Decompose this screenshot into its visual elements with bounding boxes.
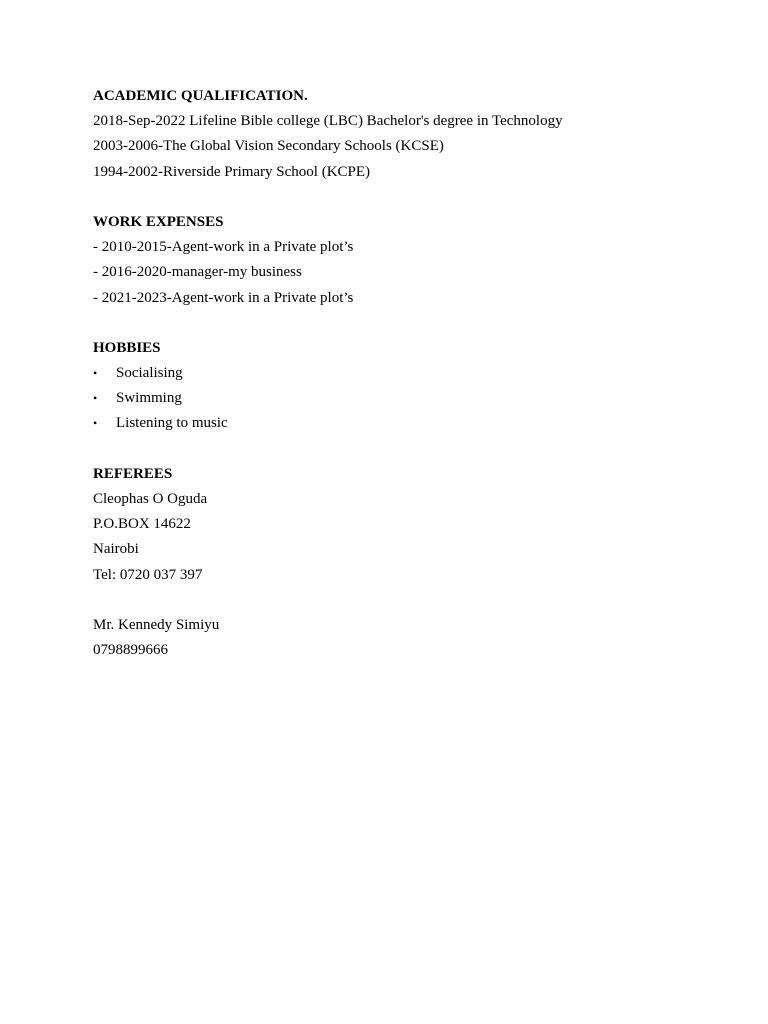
work-heading: WORK EXPENSES bbox=[93, 213, 224, 230]
referee2-phone: 0798899666 bbox=[93, 642, 168, 659]
referee2-name: Mr. Kennedy Simiyu bbox=[93, 616, 220, 633]
section-spacer bbox=[93, 439, 713, 464]
bullet-icon: • bbox=[93, 391, 98, 406]
hobby-label: Listening to music bbox=[116, 415, 228, 432]
work-item: - 2016-2020-manager-my business bbox=[93, 264, 302, 281]
hobby-list-item bbox=[93, 363, 713, 388]
academic-item: 2003-2006-The Global Vision Secondary Schools (KCSE) bbox=[93, 138, 444, 155]
document-page bbox=[93, 86, 713, 665]
referee1-city: Nairobi bbox=[93, 541, 139, 558]
referees-heading: REFEREES bbox=[93, 465, 173, 482]
work-item: - 2010-2015-Agent-work in a Private plot’s bbox=[93, 239, 354, 256]
work-item: - 2021-2023-Agent-work in a Private plot’s bbox=[93, 289, 354, 306]
referee1-box: P.O.BOX 14622 bbox=[93, 516, 191, 533]
hobby-list-item bbox=[93, 388, 713, 413]
referee1-tel: Tel: 0720 037 397 bbox=[93, 566, 203, 583]
academic-item: 1994-2002-Riverside Primary School (KCPE) bbox=[93, 163, 371, 180]
section-spacer bbox=[93, 313, 713, 338]
hobby-label: Socialising bbox=[116, 365, 183, 382]
academic-heading: ACADEMIC QUALIFICATION. bbox=[93, 88, 308, 104]
hobby-label: Swimming bbox=[116, 390, 182, 407]
bullet-icon: • bbox=[93, 366, 98, 381]
hobby-list-item bbox=[93, 413, 713, 438]
referee1-name: Cleophas O Oguda bbox=[93, 491, 208, 507]
bullet-icon: • bbox=[93, 416, 98, 431]
section-spacer bbox=[93, 590, 713, 615]
section-spacer bbox=[93, 187, 713, 212]
hobbies-heading: HOBBIES bbox=[93, 339, 161, 356]
academic-item: 2018-Sep-2022 Lifeline Bible college (LBC) Bachelor's degree in Technology bbox=[93, 113, 563, 130]
